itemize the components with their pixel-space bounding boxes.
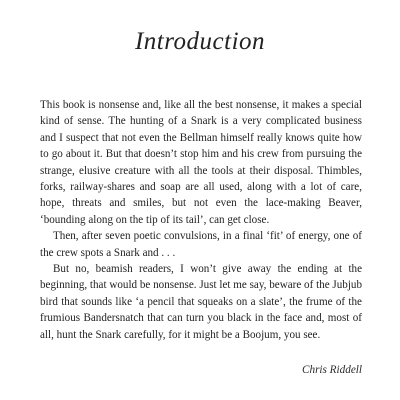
paragraph-3: But no, beamish readers, I won’t give away the ending at the beginning, that would be nonsense. Just let me say, beware of the Jubjub bird that sounds like ‘a pencil that squeaks on a slate’, the frume of the frumious Bandersnatch that can turn you black in the face and, most of all, hunt the Snark carefully, for it might be a Boojum, you see. xyxy=(40,263,362,341)
paragraph-2: Then, after seven poetic convulsions, in a final ‘fit’ of energy, one of the crew spots a Snark and . . . xyxy=(40,230,362,259)
page-title: Introduction xyxy=(134,28,266,55)
author-signature: Chris Riddell xyxy=(302,364,362,376)
paragraph-1: This book is nonsense and, like all the best nonsense, it makes a special kind of sense. The hunting of a Snark is a very complicated business and I suspect that not even the Bellman himself really knows quite how to go about it. But that doesn’t stop him and his crew from pursuing the strange, elusive creature with all the tools at their disposal. Thimbles, forks, railway-shares and soap are all used, along with a lot of care, hope, threats and smiles, but not even the lace-making Beaver, ‘bounding along on the tip of its tail’, can get close. xyxy=(40,99,362,226)
introduction-body xyxy=(40,97,362,343)
